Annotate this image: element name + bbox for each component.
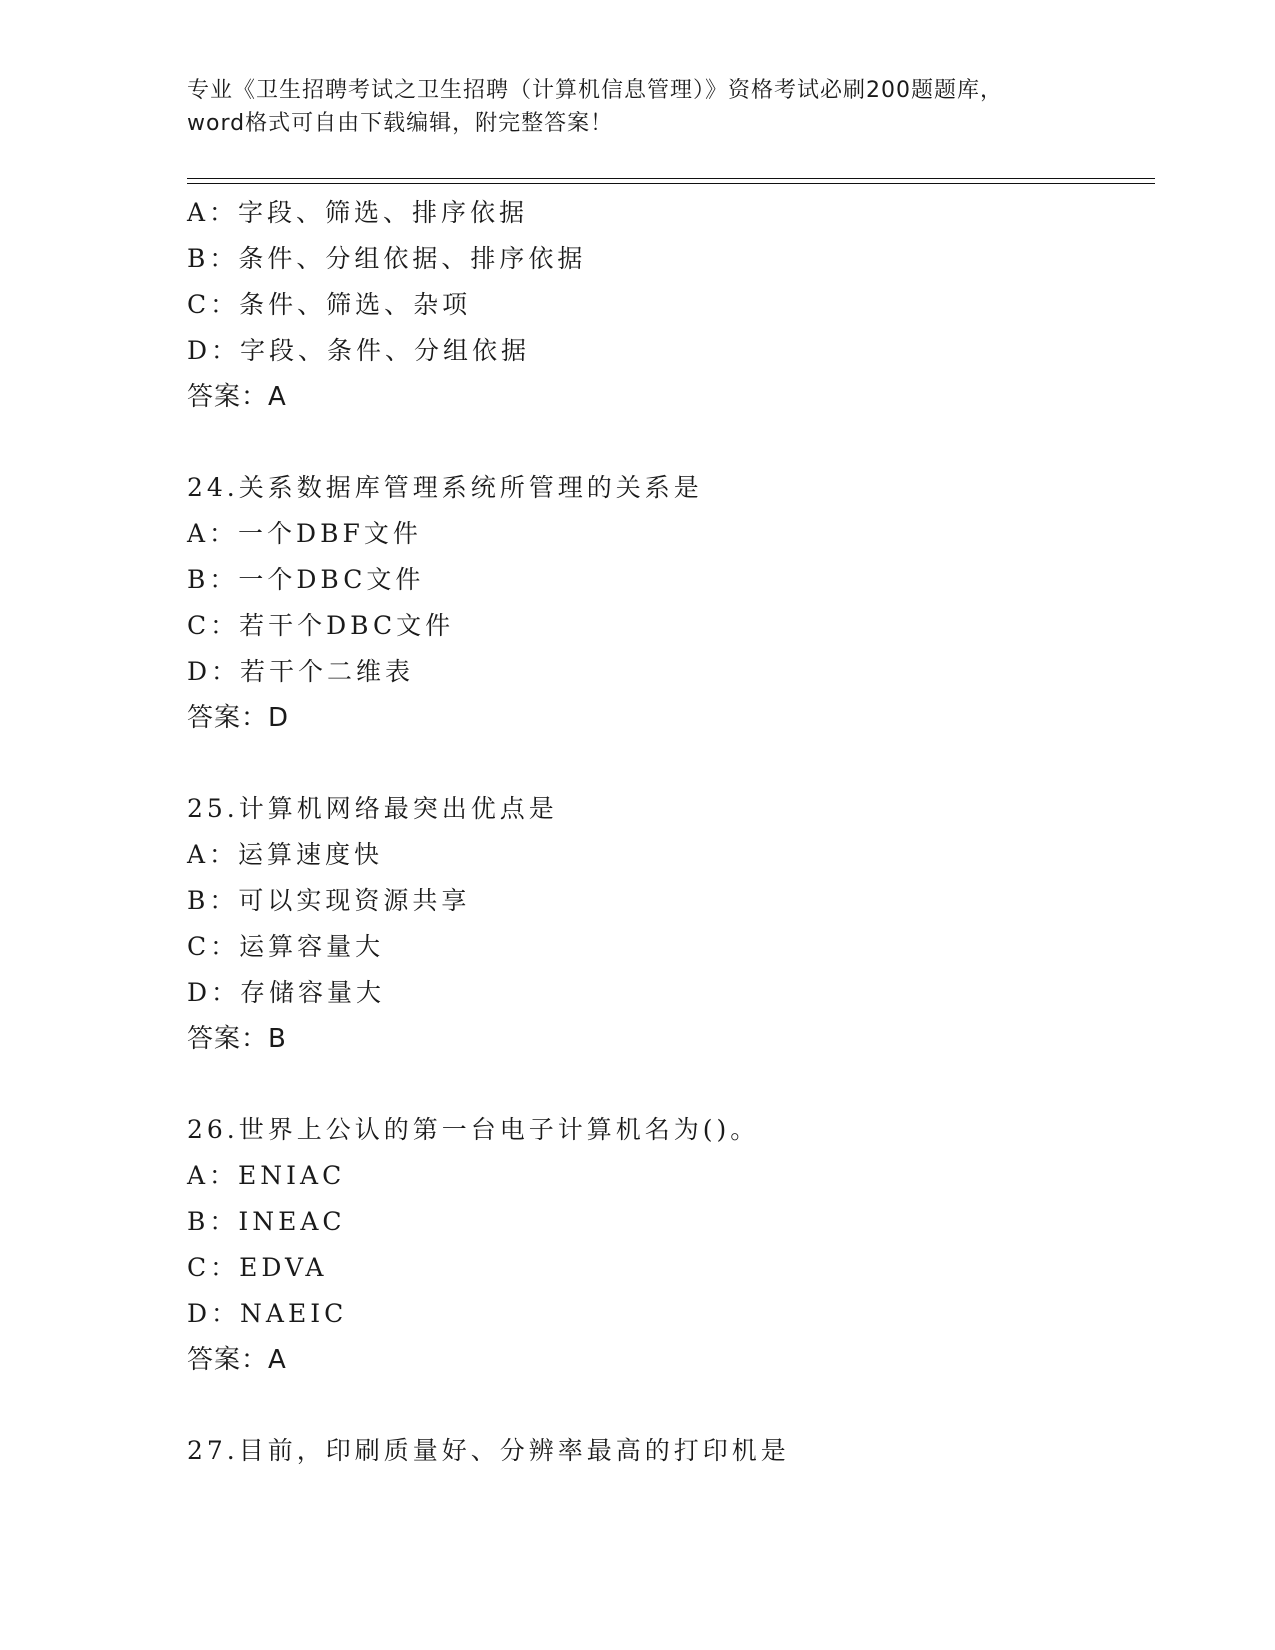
option-c: C：条件、筛选、杂项: [187, 290, 472, 319]
answer-line: 答案：A: [187, 1345, 287, 1375]
spacer: [187, 420, 1147, 465]
question-block-26: [187, 1107, 1147, 1383]
option-c: C：运算容量大: [187, 932, 385, 961]
header-divider-bottom: [187, 183, 1155, 184]
answer-line: 答案：D: [187, 703, 290, 733]
option-d: D：若干个二维表: [187, 657, 415, 686]
question-block-25: [187, 786, 1147, 1062]
spacer: [187, 1062, 1147, 1107]
option-a: A：运算速度快: [187, 840, 384, 869]
question-stem: 27.目前，印刷质量好、分辨率最高的打印机是: [187, 1436, 790, 1465]
question-block-27: [187, 1428, 1147, 1474]
question-list: [187, 190, 1147, 1474]
option-a: A：字段、筛选、排序依据: [187, 198, 529, 227]
question-stem: 26.世界上公认的第一台电子计算机名为()。: [187, 1115, 760, 1144]
option-c: C：若干个DBC文件: [187, 611, 455, 640]
option-c: C：EDVA: [187, 1253, 328, 1282]
spacer: [187, 1383, 1147, 1428]
header-title-line-2: word格式可自由下载编辑，附完整答案！: [187, 111, 614, 136]
option-a: A：ENIAC: [187, 1161, 346, 1190]
answer-line: 答案：B: [187, 1024, 287, 1054]
option-d: D：NAEIC: [187, 1299, 348, 1328]
option-b: B：条件、分组依据、排序依据: [187, 244, 587, 273]
option-b: B：一个DBC文件: [187, 565, 425, 594]
option-d: D：存储容量大: [187, 978, 386, 1007]
question-block-24: [187, 465, 1147, 741]
question-block-23-partial: [187, 190, 1147, 420]
header-title-line-1: 专业《卫生招聘考试之卫生招聘（计算机信息管理）》资格考试必刷200题题库，: [187, 78, 1003, 103]
question-stem: 25.计算机网络最突出优点是: [187, 794, 558, 823]
spacer: [187, 741, 1147, 786]
header-divider-top: [187, 178, 1155, 179]
option-d: D：字段、条件、分组依据: [187, 336, 531, 365]
option-b: B：可以实现资源共享: [187, 886, 471, 915]
answer-line: 答案：A: [187, 382, 287, 412]
question-stem: 24.关系数据库管理系统所管理的关系是: [187, 473, 703, 502]
document-header: [187, 74, 1087, 140]
option-a: A：一个DBF文件: [187, 519, 422, 548]
option-b: B：INEAC: [187, 1207, 346, 1236]
